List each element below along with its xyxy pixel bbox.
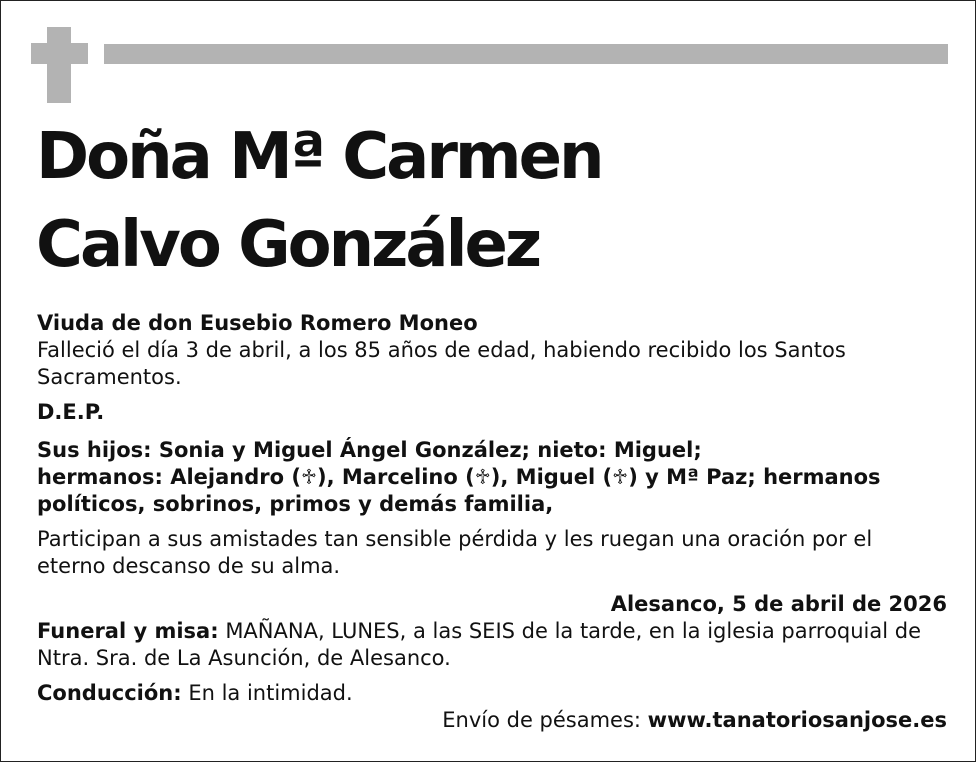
funeral-label: Funeral y misa: (37, 619, 219, 643)
place-date: Alesanco, 5 de abril de 2026 (610, 592, 947, 616)
prayer-request: Participan a sus amistades tan sensible pérdida y les ruegan una oración por el eterno descanso de su alma. (37, 527, 873, 578)
header-rule (104, 44, 948, 64)
deceased-name-line1: Doña Mª Carmen (36, 120, 602, 194)
widow-of: Viuda de don Eusebio Romero Moneo (37, 311, 478, 335)
rip-text: D.E.P. (37, 400, 105, 424)
family-list (37, 437, 947, 518)
condolences-info (37, 707, 947, 734)
deceased-name-line2: Calvo González (36, 208, 540, 282)
family-siblings-a: hermanos: Alejandro ( (37, 465, 301, 489)
deceased-cross-icon: ♱ (300, 465, 318, 489)
family-siblings-c: ), Miguel ( (490, 465, 613, 489)
deceased-cross-icon: ♱ (612, 465, 629, 489)
conduction-text: En la intimidad. (181, 681, 353, 705)
death-text: Falleció el día 3 de abril, a los 85 años de edad, habiendo recibido los Santos Sacramentos. (37, 338, 846, 389)
family-siblings-b: ), Marcelino ( (317, 465, 475, 489)
cross-icon-bar (31, 43, 88, 64)
conduction-label: Conducción: (37, 681, 182, 705)
condolences-label: Envío de pésames: (442, 708, 648, 732)
deceased-cross-icon: ♱ (474, 465, 491, 489)
cross-icon (47, 27, 71, 103)
condolences-link[interactable]: www.tanatoriosanjose.es (647, 708, 947, 732)
funeral-info (37, 618, 947, 672)
conduction-info (37, 680, 947, 707)
funeral-text: MAÑANA, LUNES, a las SEIS de la tarde, en la iglesia parroquial de Ntra. Sra. de La Asunción, de Alesanco. (37, 619, 922, 670)
family-sons: Sus hijos: Sonia y Miguel Ángel González; nieto: Miguel; (37, 438, 702, 462)
family-siblings-d: ) y Mª Paz; hermanos políticos, sobrinos, primos y demás familia, (37, 465, 881, 516)
notice-body (37, 310, 947, 734)
deceased-name (36, 113, 602, 289)
